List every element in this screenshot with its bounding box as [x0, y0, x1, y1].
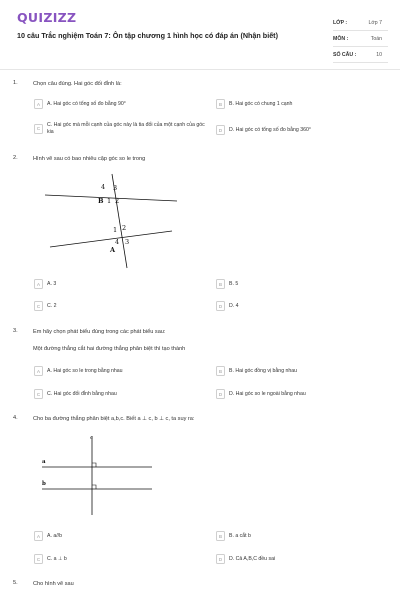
option-letter-badge: A	[34, 99, 43, 109]
option-text: B. a cắt b	[229, 532, 251, 539]
angle-label: 4	[101, 183, 106, 191]
option-text: A. Hai góc có tổng số đo bằng 90°	[47, 100, 126, 107]
meta-value: Lớp 7	[368, 19, 382, 26]
angle-label: 2	[122, 224, 127, 232]
option-c[interactable]	[34, 554, 67, 564]
option-text: A. a//b	[47, 532, 62, 539]
option-letter-badge: C	[34, 389, 43, 399]
right-angle-mark	[92, 485, 96, 489]
option-d[interactable]	[216, 554, 275, 564]
angle-label: 2	[115, 197, 120, 205]
option-letter-badge: A	[34, 279, 43, 289]
header-divider	[0, 69, 400, 70]
angle-label: 1	[113, 226, 118, 234]
option-text: D. Hai góc có tổng số đo bằng 360°	[229, 126, 311, 133]
option-a[interactable]	[34, 279, 56, 289]
option-b[interactable]	[216, 279, 238, 289]
meta-row-count	[333, 47, 388, 63]
option-a[interactable]	[34, 366, 123, 376]
option-text: B. Hai góc có chung 1 cạnh	[229, 100, 293, 107]
question-number: 4.	[13, 415, 18, 421]
option-d[interactable]	[216, 125, 388, 135]
option-letter-badge: D	[216, 554, 225, 564]
option-d[interactable]	[216, 301, 239, 311]
page-title: 10 câu Trắc nghiệm Toán 7: Ôn tập chương 1 hình học có đáp án (Nhận biết)	[17, 31, 278, 40]
option-text: B. 5	[229, 280, 239, 287]
figure-perpendicular-lines	[38, 433, 156, 517]
point-label-a: A	[110, 246, 116, 254]
quizizz-logo: QUIZIZZ	[17, 10, 77, 25]
meta-label: MÔN :	[333, 35, 349, 42]
option-b[interactable]	[216, 531, 251, 541]
option-letter-badge: B	[216, 279, 225, 289]
option-letter-badge: C	[34, 301, 43, 311]
option-text: D. Hai góc so le ngoài bằng nhau	[229, 390, 306, 397]
line-label-b: b	[42, 481, 46, 487]
line-bottom	[50, 231, 172, 247]
right-angle-mark	[92, 463, 96, 467]
question-number: 2.	[13, 155, 18, 161]
option-text: C. Hai góc mà mỗi cạnh của góc này là tia đối của một cạnh của góc kia	[47, 122, 205, 135]
angle-label: 4	[115, 238, 120, 246]
option-letter-badge: B	[216, 366, 225, 376]
angle-label: 3	[113, 184, 118, 192]
option-letter-badge: B	[216, 99, 225, 109]
question-number: 3.	[13, 328, 18, 334]
option-b[interactable]	[216, 99, 386, 109]
option-c[interactable]	[34, 122, 206, 135]
option-text: D. Cả A,B,C đều sai	[229, 555, 276, 562]
question-text: Chọn câu đúng. Hai góc đối đỉnh là:	[33, 81, 122, 87]
option-letter-badge: A	[34, 531, 43, 541]
question-text: Cho ba đường thẳng phân biệt a,b,c. Biết a ⊥ c, b ⊥ c, ta suy ra:	[33, 416, 195, 422]
question-number: 5.	[13, 580, 18, 586]
option-letter-badge: C	[34, 124, 43, 134]
option-d[interactable]	[216, 389, 306, 399]
angle-label: 3	[125, 238, 130, 246]
option-text: C. 2	[47, 302, 57, 309]
option-text: B. Hai góc đồng vị bằng nhau	[229, 367, 298, 374]
meta-info	[333, 15, 388, 63]
question-text: Hình vẽ sau có bao nhiêu cặp góc so le trong	[33, 156, 146, 162]
option-b[interactable]	[216, 366, 297, 376]
option-text: D. 4	[229, 302, 239, 309]
option-text: A. 3	[47, 280, 57, 287]
option-a[interactable]	[34, 531, 62, 541]
option-letter-badge: D	[216, 125, 225, 135]
question-text: Em hãy chọn phát biểu đúng trong các phát biểu sau:	[33, 329, 166, 335]
meta-label: LỚP :	[333, 19, 348, 26]
figure-transversal	[40, 172, 180, 272]
option-c[interactable]	[34, 389, 117, 399]
option-text: C. a ⊥ b	[47, 555, 67, 562]
option-letter-badge: D	[216, 301, 225, 311]
line-label-a: a	[42, 459, 46, 465]
meta-value: 10	[376, 51, 382, 58]
option-c[interactable]	[34, 301, 57, 311]
question-text: Cho hình vẽ sau	[33, 581, 74, 587]
question-number: 1.	[13, 80, 18, 86]
option-a[interactable]	[34, 99, 204, 109]
option-letter-badge: C	[34, 554, 43, 564]
meta-row-subject	[333, 31, 388, 47]
meta-value: Toán	[370, 35, 382, 42]
point-label-b: B	[98, 197, 104, 205]
option-text: C. Hai góc đối đỉnh bằng nhau	[47, 390, 117, 397]
option-letter-badge: B	[216, 531, 225, 541]
angle-label: 1	[107, 197, 112, 205]
option-letter-badge: D	[216, 389, 225, 399]
meta-label: SỐ CÂU :	[333, 51, 357, 58]
option-text: A. Hai góc so le trong bằng nhau	[47, 367, 123, 374]
line-label-c: c	[90, 435, 93, 441]
option-letter-badge: A	[34, 366, 43, 376]
question-subtext: Một đường thẳng cắt hai đường thẳng phân biệt thì tạo thành	[33, 346, 186, 352]
meta-row-grade	[333, 15, 388, 31]
